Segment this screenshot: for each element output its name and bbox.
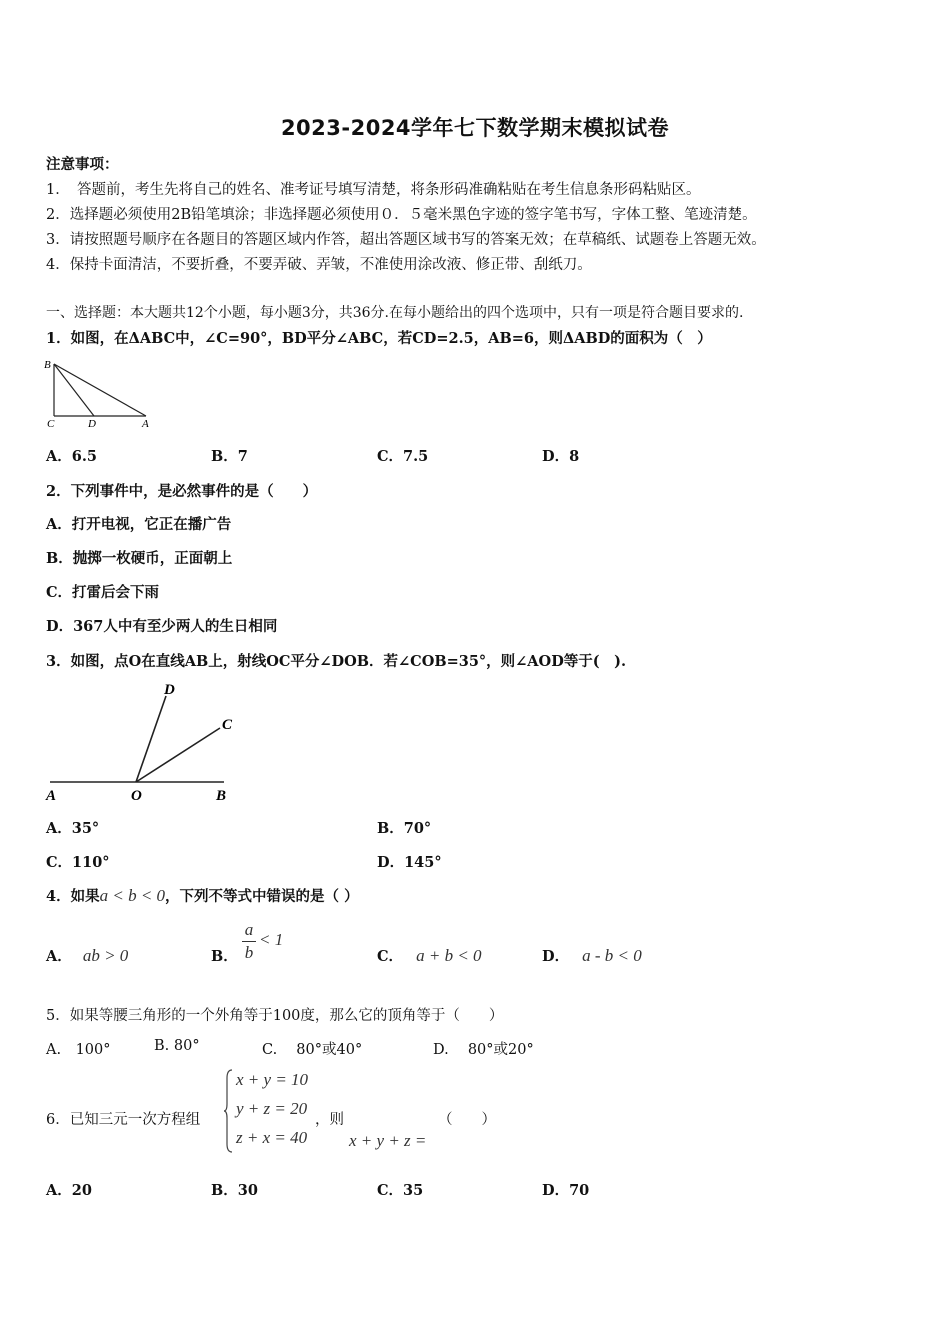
q6-option-c: C．35 [377,1182,424,1199]
q5-option-c: C. 80°或40° [262,1042,363,1058]
q6-stem-pre: 6．已知三元一次方程组 [46,1112,201,1128]
q6-stem-mid: ，则 [315,1112,344,1128]
q6-expression: x + y + z = [349,1131,427,1150]
q3-label-b: B [216,788,227,804]
q3-label-d: D [164,682,175,698]
q1-stem: 1．如图，在ΔABC中，∠C=90°，BD平分∠ABC，若CD=2.5，AB=6，则ΔABD的面积为（ ） [46,330,712,347]
q4-stem [46,885,359,906]
notice-item-1: 1． 答题前，考生先将自己的姓名、准考证号填写清楚，将条形码准确粘贴在考生信息条形码粘贴区。 [46,182,701,198]
q4-option-d: D． a - b < 0 [542,946,642,965]
q6-brace [224,1068,234,1154]
q1-option-c: C．7.5 [377,448,429,465]
q6-answer-paren: （ ） [438,1112,496,1128]
q4-b-numerator: a [244,920,254,939]
q1-label-b: B [44,359,51,371]
q6-equation-3: z + x = 40 [236,1128,308,1147]
q5-option-b: B. 80° [154,1038,200,1054]
section-heading: 一、选择题：本大题共12个小题，每小题3分，共36分.在每小题给出的四个选项中，只有一项是符合题目要求的. [46,305,744,321]
q3-option-d: D．145° [377,854,442,871]
q5-option-d: D. 80°或20° [433,1042,534,1058]
notice-item-3: 3．请按照题号顺序在各题目的答题区域内作答，超出答题区域书写的答案无效；在草稿纸、试题卷上答题无效。 [46,232,766,248]
q1-label-d: D [88,418,96,430]
q4-option-b-label: B． [211,948,238,965]
q6-option-a: A．20 [46,1182,92,1199]
q5-option-a: A. 100° [46,1042,111,1058]
q6-option-d: D．70 [542,1182,590,1199]
q4-stem-post: ，下列不等式中错误的是（ ） [165,888,359,905]
notice-item-2: 2．选择题必须使用2B铅笔填涂；非选择题必须使用０．５毫米黑色字迹的签字笔书写，字体工整、笔迹清楚。 [46,207,757,223]
q3-label-a: A [46,788,57,804]
q4-stem-pre: 4．如果 [46,888,100,905]
q1-option-a: A．6.5 [46,448,97,465]
q4-option-a: A． ab > 0 [46,946,129,965]
q4-option-b-fraction [240,920,258,963]
q3-option-c: C．110° [46,854,110,871]
q3-option-a: A．35° [46,820,100,837]
q3-angle-figure [40,678,240,806]
q4-b-denominator: b [244,943,254,962]
q3-label-o: O [131,788,142,804]
q2-option-d: D．367人中有至少两人的生日相同 [46,618,278,635]
q2-option-b: B．抛掷一枚硬币，正面朝上 [46,550,233,567]
q4-stem-math: a < b < 0 [99,886,166,905]
page-title: 2023-2024学年七下数学期末模拟试卷 [280,116,670,140]
notice-heading: 注意事项： [46,156,119,173]
q1-option-b: B．7 [211,448,248,465]
q3-stem: 3．如图，点O在直线AB上，射线OC平分∠DOB．若∠COB=35°，则∠AOD等于( ). [46,653,627,670]
q5-stem: 5．如果等腰三角形的一个外角等于100度，那么它的顶角等于（ ） [46,1008,504,1024]
q1-label-a: A [142,418,149,430]
q1-triangle-figure [42,356,157,432]
q4-b-relation: < 1 [259,930,284,949]
q1-label-c: C [47,418,55,430]
q2-stem: 2．下列事件中，是必然事件的是（ ） [46,483,318,500]
notice-item-4: 4．保持卡面清洁，不要折叠，不要弄破、弄皱，不准使用涂改液、修正带、刮纸刀。 [46,257,592,273]
q6-option-b: B．30 [211,1182,258,1199]
q4-option-c: C． a + b < 0 [377,946,482,965]
q3-option-b: B．70° [377,820,432,837]
q1-option-d: D．8 [542,448,580,465]
q6-equation-2: y + z = 20 [236,1099,308,1118]
q2-option-c: C．打雷后会下雨 [46,584,160,601]
q2-option-a: A．打开电视，它正在播广告 [46,516,232,533]
q6-equation-1: x + y = 10 [236,1070,309,1089]
q3-label-c: C [222,717,233,733]
